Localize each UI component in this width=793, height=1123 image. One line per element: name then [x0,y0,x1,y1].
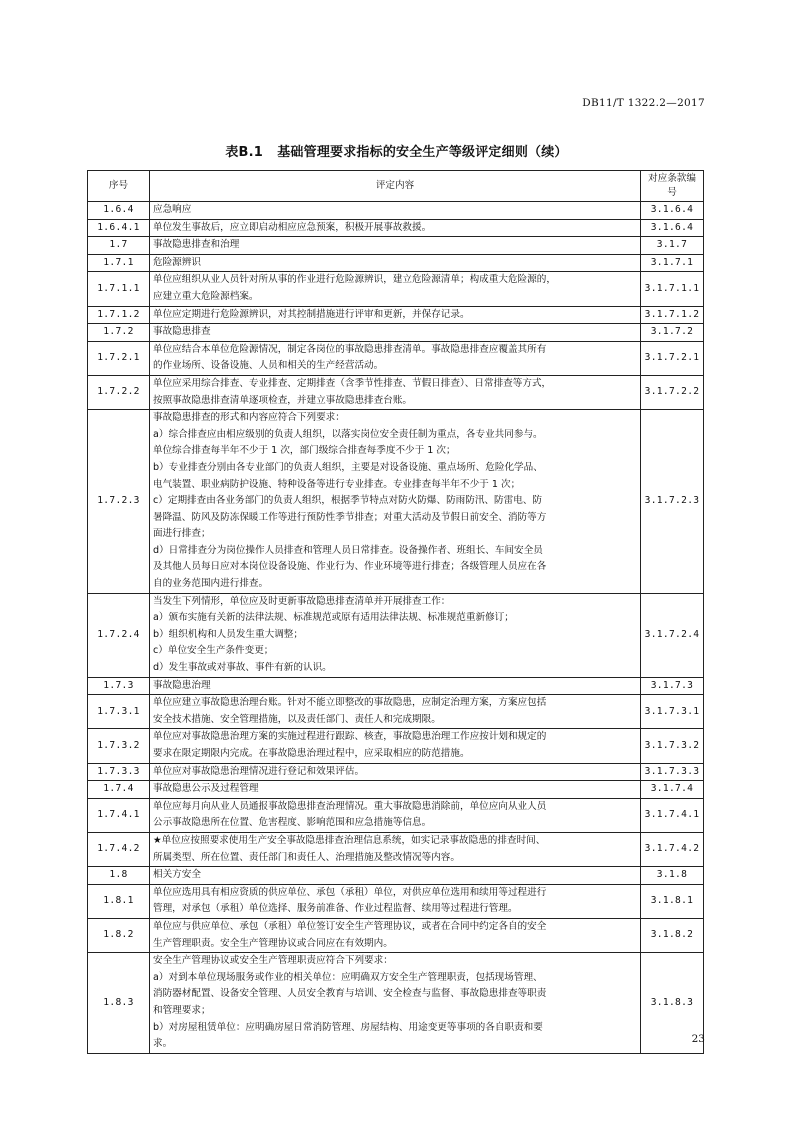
table-row [88,953,704,1054]
content-line: 安全生产管理协议或安全生产管理职责应符合下列要求： [153,955,393,967]
page-number: 23 [691,1033,705,1045]
row-serial: 1.7.4 [88,781,150,799]
evaluation-table [87,170,704,1054]
row-clause-ref: 3.1.7.1 [641,254,704,272]
row-content [150,593,641,677]
content-line: 单位应建立事故隐患治理台账。针对不能立即整改的事故隐患，应制定治理方案，方案应包括 [153,697,547,709]
content-line: 应建立重大危险源档案。 [153,290,259,302]
content-line: 求。 [153,1038,173,1050]
caption-title: 基础管理要求指标的安全生产等级评定细则（续） [277,145,568,160]
content-line: 事故隐患公示及过程管理 [153,783,259,795]
row-serial: 1.8.2 [88,918,150,952]
table-row [88,341,704,375]
content-line: 生产管理职责。安全生产管理协议或合同应在有效期内。 [153,937,393,949]
content-line: 单位应对事故隐患治理情况进行登记和效果评估。 [153,765,365,777]
content-line: 电气装置、职业病防护设施、特种设备等进行专业排查。专业排查每半年不少于 1 次； [153,478,521,490]
row-content [150,695,641,729]
content-line: 自的业务范围内进行排查。 [153,578,269,590]
table-row [88,729,704,763]
header-serial: 序号 [88,171,150,202]
content-line: 所属类型、所在位置、责任部门和责任人、治理措施及整改情况等内容。 [153,851,460,863]
row-serial: 1.7.1 [88,254,150,272]
content-line: 按照事故隐患排查清单逐项检查，并建立事故隐患排查台账。 [153,394,413,406]
content-line: 事故隐患治理 [153,679,211,691]
row-serial: 1.7.3.2 [88,729,150,763]
content-line: c）定期排查由各业务部门的负责人组织，根据季节特点对防火防爆、防雨防汛、防雷电、防 [153,495,543,507]
content-line: 单位应每月向从业人员通报事故隐患排查治理情况。重大事故隐患消除前，单位应向从业人员 [153,800,547,812]
content-line: 事故隐患排查的形式和内容应符合下列要求： [153,412,345,424]
row-content [150,918,641,952]
row-content [150,272,641,306]
content-line: 消防器材配置、设备安全管理、人员安全教育与培训、安全检查与监督、事故隐患排查等职责 [153,988,547,1000]
row-serial: 1.6.4 [88,202,150,220]
row-serial: 1.7 [88,237,150,255]
row-content [150,953,641,1054]
content-line: a）颁布实施有关新的法律法规、标准规范或原有适用法律法规、标准规范重新修订； [153,612,514,624]
row-serial: 1.7.3.1 [88,695,150,729]
row-clause-ref: 3.1.7.2.3 [641,410,704,594]
content-line: 单位应与供应单位、承包（承租）单位签订安全生产管理协议，或者在合同中约定各自的安全 [153,920,547,932]
table-row [88,884,704,918]
content-line: 单位综合排查每半年不少于 1 次，部门级综合排查每季度不少于 1 次； [153,445,456,457]
content-line: 和管理要求； [153,1004,211,1016]
table-row [88,593,704,677]
table-row [88,918,704,952]
content-line: 危险源辨识 [153,256,201,268]
row-content [150,254,641,272]
table-row [88,306,704,324]
table-row [88,677,704,695]
row-content [150,306,641,324]
row-clause-ref: 3.1.7.3.3 [641,763,704,781]
row-serial: 1.7.1.2 [88,306,150,324]
row-serial: 1.7.2.4 [88,593,150,677]
content-line: 事故隐患排查和治理 [153,239,240,251]
content-line: 单位应结合本单位危险源情况，制定各岗位的事故隐患排查清单。事故隐患排查应覆盖其所有 [153,343,547,355]
content-line: 相关方安全 [153,869,201,881]
table-row [88,202,704,220]
row-serial: 1.7.4.2 [88,832,150,866]
row-clause-ref: 3.1.7.3.1 [641,695,704,729]
row-content [150,763,641,781]
content-line: a）综合排查应由相应级别的负责人组织，以落实岗位安全责任制为重点，各专业共同参与。 [153,428,543,440]
content-line: c）单位安全生产条件变更； [153,645,274,657]
content-line: 单位发生事故后，应立即启动相应应急预案，积极开展事故救援。 [153,221,432,233]
row-content [150,219,641,237]
content-line: b）对房屋租赁单位：应明确房屋日常消防管理、房屋结构、用途变更等事项的各自职责和要 [153,1021,543,1033]
row-clause-ref: 3.1.8.2 [641,918,704,952]
table-row [88,867,704,885]
header-clause: 对应条款编号 [641,171,704,202]
row-serial: 1.7.4.1 [88,798,150,832]
content-line: 面进行排查； [153,528,211,540]
row-content [150,324,641,342]
row-serial: 1.7.1.1 [88,272,150,306]
table-row [88,272,704,306]
row-content [150,375,641,409]
content-line: 当发生下列情形，单位应及时更新事故隐患排查清单并开展排查工作： [153,595,451,607]
row-serial: 1.8 [88,867,150,885]
row-clause-ref: 3.1.8 [641,867,704,885]
row-clause-ref: 3.1.7.3 [641,677,704,695]
content-line: a）对到本单位现场服务或作业的相关单位：应明确双方安全生产管理职责，包括现场管理、 [153,971,543,983]
row-clause-ref: 3.1.7.4.2 [641,832,704,866]
content-line: b）专业排查分别由各专业部门的负责人组织，主要是对设备设施、重点场所、危险化学品、 [153,461,543,473]
content-line: 单位应选用具有相应资质的供应单位、承包（承租）单位，对供应单位选用和续用等过程进行 [153,886,547,898]
row-content [150,867,641,885]
row-clause-ref: 3.1.8.3 [641,953,704,1054]
table-caption [0,141,793,160]
table-header-row [88,171,704,202]
row-clause-ref: 3.1.7.1.2 [641,306,704,324]
content-line: ★单位应按照要求使用生产安全事故隐患排查治理信息系统，如实记录事故隐患的排查时间、 [153,834,546,846]
row-clause-ref: 3.1.7.2.2 [641,375,704,409]
row-clause-ref: 3.1.8.1 [641,884,704,918]
row-clause-ref: 3.1.7.1.1 [641,272,704,306]
row-content [150,729,641,763]
row-clause-ref: 3.1.7.2 [641,324,704,342]
document-code: DB11/T 1322.2—2017 [582,97,705,109]
table-row [88,324,704,342]
row-content [150,341,641,375]
table-row [88,695,704,729]
content-line: d）发生事故或对事故、事件有新的认识。 [153,662,332,674]
row-serial: 1.8.1 [88,884,150,918]
content-line: 要求在限定期限内完成。在事故隐患治理过程中，应采取相应的防范措施。 [153,748,470,759]
row-serial: 1.7.2.3 [88,410,150,594]
row-content [150,781,641,799]
content-line: 及其他人员每日应对本岗位设备设施、作业行为、作业环境等进行排查；各级管理人员应在各 [153,561,547,573]
table-row [88,832,704,866]
content-line: 单位应采用综合排查、专业排查、定期排查（含季节性排查、节假日排查）、日常排查等方式， [153,377,552,389]
row-content [150,884,641,918]
row-serial: 1.7.2.1 [88,341,150,375]
table-row [88,375,704,409]
row-content [150,237,641,255]
row-clause-ref: 3.1.7 [641,237,704,255]
row-serial: 1.8.3 [88,953,150,1054]
content-line: 安全技术措施、安全管理措施，以及责任部门、责任人和完成期限。 [153,713,441,725]
row-content [150,410,641,594]
row-content [150,798,641,832]
row-serial: 1.6.4.1 [88,219,150,237]
table-body [88,202,704,1054]
table-row [88,763,704,781]
table-row [88,219,704,237]
row-content [150,832,641,866]
header-content: 评定内容 [150,171,641,202]
row-content [150,677,641,695]
table-row [88,410,704,594]
content-line: 事故隐患排查 [153,326,211,338]
table-row [88,781,704,799]
row-serial: 1.7.3.3 [88,763,150,781]
table-row [88,798,704,832]
row-clause-ref: 3.1.6.4 [641,202,704,220]
table-row [88,237,704,255]
row-clause-ref: 3.1.6.4 [641,219,704,237]
row-clause-ref: 3.1.7.4.1 [641,798,704,832]
content-line: 单位应对事故隐患治理方案的实施过程进行跟踪、核查，事故隐患治理工作应按计划和规定的 [153,731,547,743]
table-row [88,254,704,272]
row-clause-ref: 3.1.7.2.4 [641,593,704,677]
content-line: 公示事故隐患所在位置、危害程度、影响范围和应急措施等信息。 [153,817,432,829]
row-clause-ref: 3.1.7.3.2 [641,729,704,763]
content-line: d）日常排查分为岗位操作人员排查和管理人员日常排查。设备操作者、班组长、车间安全员 [153,544,543,556]
caption-prefix: 表B.1 [225,145,264,160]
content-line: 应急响应 [153,204,192,215]
content-line: 单位应定期进行危险源辨识，对其控制措施进行评审和更新，并保存记录。 [153,308,470,320]
row-serial: 1.7.3 [88,677,150,695]
content-line: 的作业场所、设备设施、人员和相关的生产经营活动。 [153,360,384,372]
content-line: 单位应组织从业人员针对所从事的作业进行危险源辨识，建立危险源清单；构成重大危险源的， [153,274,556,286]
content-line: 管理，对承包（承租）单位选择、服务前准备、作业过程监督、续用等过程进行管理。 [153,903,518,915]
row-content [150,202,641,220]
content-line: b）组织机构和人员发生重大调整； [153,628,303,640]
row-serial: 1.7.2.2 [88,375,150,409]
content-line: 暑降温、防风及防冻保暖工作等进行预防性季节排查；对重大活动及节假日前安全、消防等方 [153,511,547,523]
row-clause-ref: 3.1.7.4 [641,781,704,799]
row-clause-ref: 3.1.7.2.1 [641,341,704,375]
row-serial: 1.7.2 [88,324,150,342]
